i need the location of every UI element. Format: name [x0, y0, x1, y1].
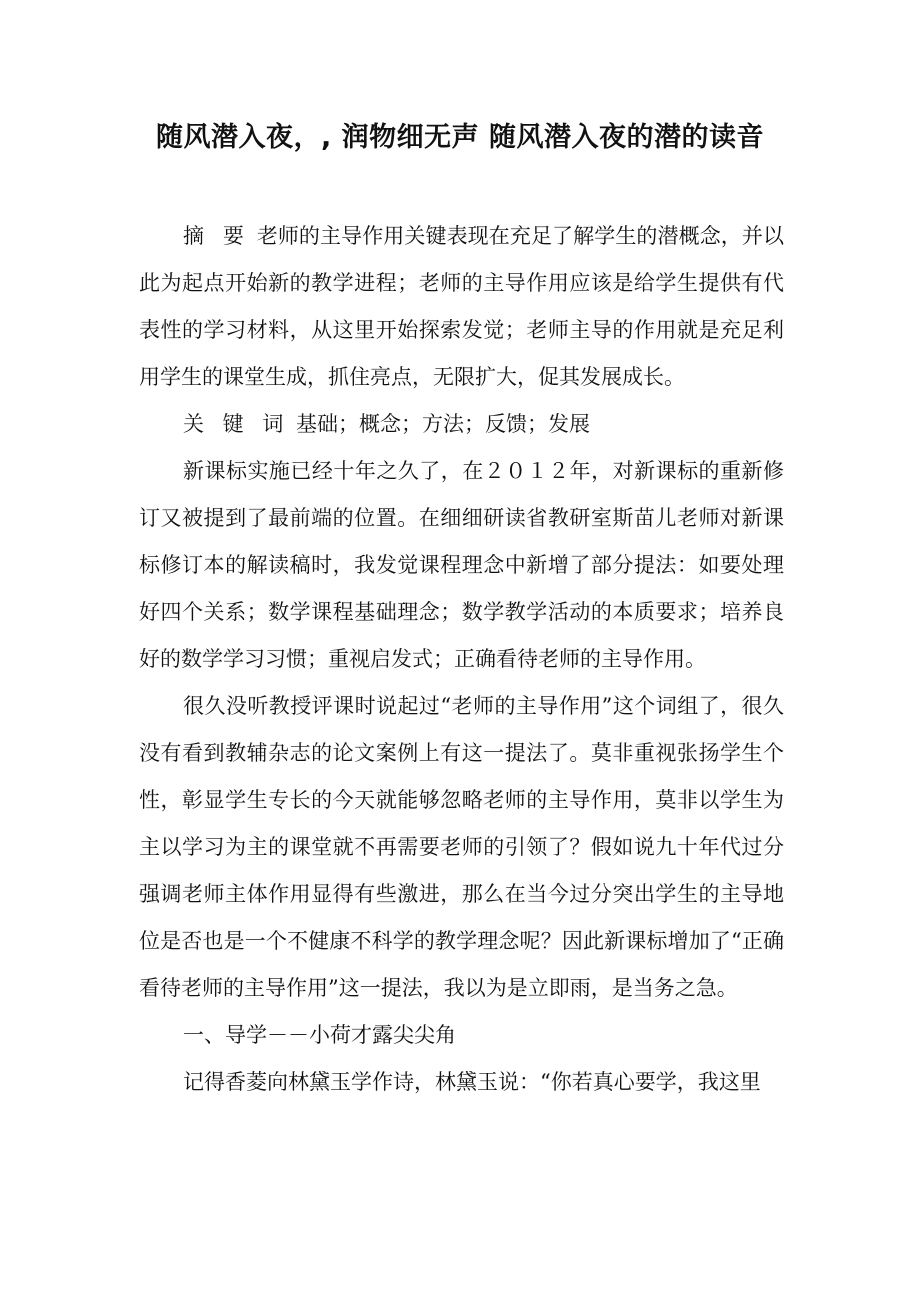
body-paragraph: 很久没听教授评课时说起过“老师的主导作用”这个词组了，很久没有看到教辅杂志的论文案例上有这一提法了。莫非重视张扬学生个性，彰显学生专长的今天就能够忽略老师的主导作用，莫非以学生为主以学习为主的课堂就不再需要老师的引领了？假如说九十年代过分强调老师主体作用显得有些激进，那么在当今过分突出学生的主导地位是否也是一个不健康不科学的教学理念呢？因此新课标增加了“正确看待老师的主导作用”这一提法，我以为是立即雨，是当务之急。 [139, 694, 784, 1000]
keywords-text: 基础；概念；方法；反馈；发展 [296, 412, 591, 436]
body-paragraph-last: 记得香菱向林黛玉学作诗，林黛玉说：“你若真心要学，我这里 [183, 1070, 761, 1094]
abstract-text: 老师的主导作用关键表现在充足了解学生的潜概念，并以此为起点开始新的教学进程；老师的主导作用应该是给学生提供有代表性的学习材料，从这里开始探索发觉；老师主导的作用就是充足利用学生的课堂生成，抓住亮点，无限扩大，促其发展成长。 [139, 224, 784, 389]
keywords-paragraph [139, 401, 784, 448]
abstract-label: 摘 要 [183, 224, 250, 248]
document-title: 随风潜入夜，, 润物细无声 随风潜入夜的潜的读音 [155, 122, 765, 153]
keywords-label: 关 键 词 [183, 412, 290, 436]
section-heading: 一、导学－－小荷才露尖尖角 [183, 1023, 456, 1047]
body-paragraph: 新课标实施已经十年之久了，在２０１２年，对新课标的重新修订又被提到了最前端的位置。在细细研读省教研室斯苗儿老师对新课标修订本的解读稿时，我发觉课程理念中新增了部分提法：如要处理好四个关系；数学课程基础理念；数学教学活动的本质要求；培养良好的数学学习习惯；重视启发式；正确看待老师的主导作用。 [139, 459, 784, 671]
document-body [139, 213, 784, 1106]
abstract-paragraph [139, 213, 784, 401]
